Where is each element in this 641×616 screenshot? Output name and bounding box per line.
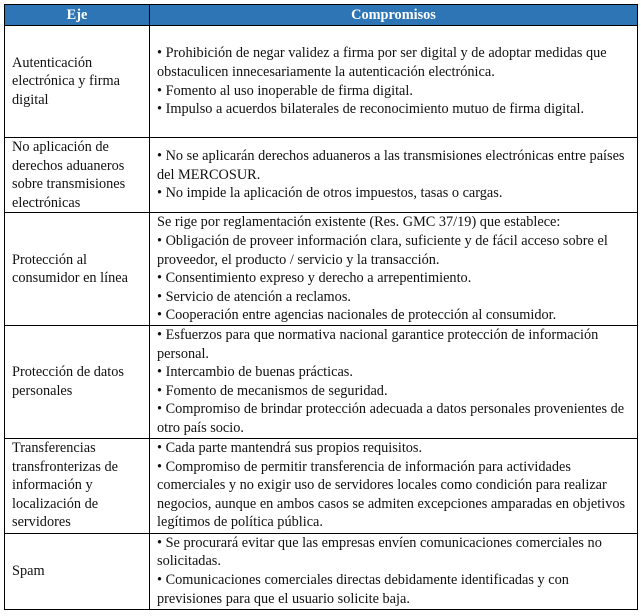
list-item: • Compromiso de brindar protección adecuada a datos personales provenientes de otro país socio. [157, 401, 625, 436]
header-row [5, 5, 638, 26]
eje-cell: Transferencias transfronterizas de información y localización de servidores [5, 438, 150, 533]
compromisos-cell [150, 438, 638, 533]
commitments-table [4, 4, 638, 610]
list-item: • Cooperación entre agencias nacionales de protección al consumidor. [157, 307, 557, 324]
list-item: Se rige por reglamentación existente (Res. GMC 37/19) que establece: [157, 214, 561, 231]
table-row [5, 213, 638, 326]
list-item: • Cada parte mantendrá sus propios requisitos. [157, 440, 423, 457]
eje-cell: Protección de datos personales [5, 325, 150, 438]
list-item: • Fomento de mecanismos de seguridad. [157, 382, 388, 399]
compromisos-cell [150, 26, 638, 138]
table-row [5, 138, 638, 213]
list-item: • Prohibición de negar validez a firma por ser digital y de adoptar medidas que obstaculicen innecesariamente la autenticación electrónica. [157, 45, 607, 80]
list-item: • No se aplicarán derechos aduaneros a las transmisiones electrónicas entre países del MERCOSUR. [157, 148, 625, 183]
list-item: • Consentimiento expreso y derecho a arrepentimiento. [157, 270, 472, 287]
list-item: • No impide la aplicación de otros impuestos, tasas o cargas. [157, 185, 503, 202]
table-row [5, 533, 638, 609]
compromisos-cell [150, 138, 638, 213]
list-item: • Compromiso de permitir transferencia de información para actividades comerciales y no exigir uso de servidores locales como condición para realizar negocios, aunque en ambos casos se admiten excepciones amparadas en objetivos legítimos de política pública. [157, 458, 626, 531]
compromisos-cell [150, 325, 638, 438]
compromisos-cell [150, 533, 638, 609]
list-item: • Se procurará evitar que las empresas envíen comunicaciones comerciales no solicitadas. [157, 534, 602, 570]
compromisos-cell [150, 213, 638, 326]
list-item: • Servicio de atención a reclamos. [157, 288, 351, 305]
list-item: • Comunicaciones comerciales directas debidamente identificadas y con previsiones para que el usuario solicite baja. [157, 572, 569, 607]
table-row [5, 26, 638, 138]
eje-cell: Autenticación electrónica y firma digital [5, 26, 150, 138]
eje-cell: Spam [5, 533, 150, 609]
list-item: • Intercambio de buenas prácticas. [157, 364, 353, 381]
eje-cell: No aplicación de derechos aduaneros sobre transmisiones electrónicas [5, 138, 150, 213]
list-item: • Obligación de proveer información clara, suficiente y de fácil acceso sobre el proveedor, el producto / servicio y la transacción. [157, 232, 608, 268]
list-item: • Fomento al uso inoperable de firma digital. [157, 82, 413, 99]
eje-cell: Protección al consumidor en línea [5, 213, 150, 326]
list-item: • Esfuerzos para que normativa nacional garantice protección de información personal. [157, 326, 599, 362]
table-row [5, 438, 638, 533]
header-compromisos: Compromisos [150, 5, 638, 26]
header-eje: Eje [5, 5, 150, 26]
table-row [5, 325, 638, 438]
list-item: • Impulso a acuerdos bilaterales de reconocimiento mutuo de firma digital. [157, 101, 585, 118]
